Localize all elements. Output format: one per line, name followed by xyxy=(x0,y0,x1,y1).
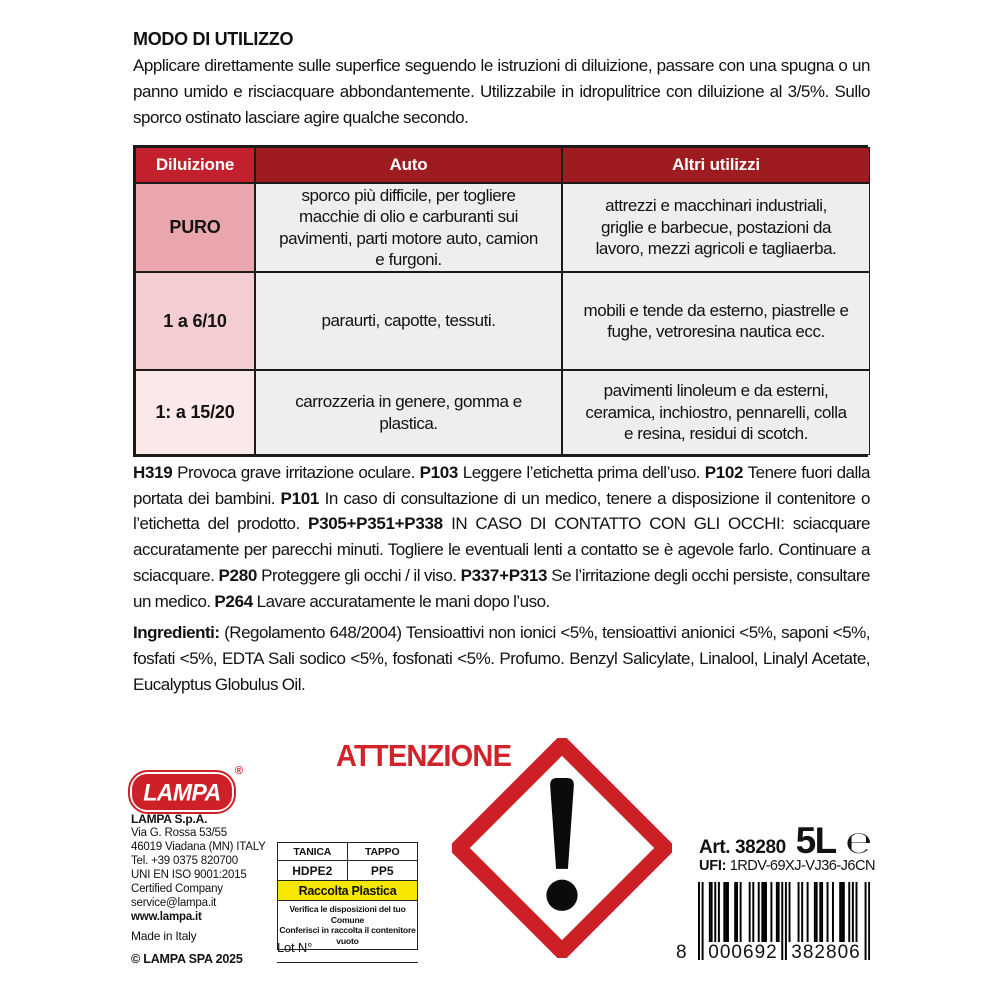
copyright-label: © LAMPA SPA 2025 xyxy=(131,952,243,966)
company-certified: Certified Company xyxy=(131,883,223,895)
ufi-code: 1RDV-69XJ-VJ36-J6CN xyxy=(729,858,875,874)
hazard-code: P280 xyxy=(218,565,258,585)
recycling-banner: Raccolta Plastica xyxy=(278,881,417,901)
ghs07-exclamation-icon xyxy=(452,738,672,963)
usage-intro-paragraph: Applicare direttamente sulle superfice seguendo le istruzioni di diluizione, passare con una spugna o un panno umido e risciacquare abbondantemente. Utilizzabile in idropulitrice con diluizione al 3/5%. Sullo sporco ostinato lasciare agire qualche secondo. xyxy=(133,56,870,127)
usage-title: MODO DI UTILIZZO xyxy=(133,29,294,49)
ingredients-label: Ingredienti: xyxy=(133,623,220,642)
recycling-col1-value: HDPE2 xyxy=(278,861,348,881)
table-row-auto: paraurti, capotte, tessuti. xyxy=(255,272,562,370)
hazard-code: P101 xyxy=(280,488,320,508)
barcode-group2: 382806 xyxy=(791,942,861,963)
hazard-text: Tenere fuori dalla portata dei bambini. xyxy=(133,463,870,508)
company-phone: Tel. +39 0375 820700 xyxy=(131,855,238,867)
table-row-dilution: 1 a 6/10 xyxy=(135,272,255,370)
article-number: Art. 38280 xyxy=(699,837,786,858)
estimated-sign: ℮ xyxy=(845,825,872,861)
hazard-text: Se l’irritazione degli occhi persiste, consultare un medico. xyxy=(133,565,870,611)
hazard-text: In caso di consultazione di un medico, tenere a disposizione il contenitore o l’etichetta del prodotto. xyxy=(133,488,870,534)
lot-number-field xyxy=(277,940,418,955)
lot-number-line xyxy=(277,962,418,963)
ufi-label: UFI: xyxy=(699,858,727,874)
size-label: 5L xyxy=(795,820,836,861)
hazard-code: P264 xyxy=(214,591,253,611)
recycling-col1-header: TANICA xyxy=(278,843,348,861)
ingredients-text: (Regolamento 648/2004) Tensioattivi non ionici <5%, tensioattivi anionici <5%, saponi <5%, fosfati <5%, EDTA Sali sodico <5%, fosfonati <5%. Profumo. Benzyl Salicylate, Linalool, Linalyl Acetate, Eucalyptus Globulus Oil. xyxy=(133,623,870,694)
dilution-table xyxy=(133,145,868,457)
dilution-table-header-auto: Auto xyxy=(255,147,562,183)
hazard-text: Lavare accuratamente le mani dopo l’uso. xyxy=(252,591,550,611)
lampa-logo xyxy=(128,765,243,814)
dilution-table-header-diluizione: Diluizione xyxy=(135,147,255,183)
article-size-row xyxy=(699,820,872,861)
hazard-text: Provoca grave irritazione oculare. xyxy=(172,463,420,482)
warning-signal-word: ATTENZIONE xyxy=(336,740,512,774)
registered-trademark-icon: ® xyxy=(234,765,243,777)
barcode-first-digit: 8 xyxy=(676,942,687,963)
recycling-note-line: Verifica le disposizioni del tuo Comune xyxy=(289,904,406,925)
recycling-table xyxy=(277,842,418,950)
table-row-auto: carrozzeria in genere, gomma e plastica. xyxy=(255,370,562,455)
table-row-auto: sporco più difficile, per togliere macchie di olio e carburanti sui pavimenti, parti motore auto, camion e furgoni. xyxy=(255,183,562,272)
table-row-other: mobili e tende da esterno, piastrelle e fughe, vetroresina nautica ecc. xyxy=(562,272,870,370)
company-address-line: 46019 Viadana (MN) ITALY xyxy=(131,841,266,853)
hazard-code: P102 xyxy=(704,463,744,482)
hazard-text: IN CASO DI CONTATTO CON GLI OCCHI: sciacquare accuratamente per parecchi minuti. Togliere le eventuali lenti a contatto se è agevole farlo. Continuare a sciacquare. xyxy=(133,514,871,585)
recycling-col2-header: TAPPO xyxy=(348,843,418,861)
hazard-text: Proteggere gli occhi / il viso. xyxy=(257,565,461,585)
hazard-code: H319 xyxy=(133,463,173,482)
hazard-text: Leggere l’etichetta prima dell’uso. xyxy=(458,463,705,482)
recycling-note-line: Conferisci in raccolta il contenitore vuoto xyxy=(279,925,416,946)
company-info-block xyxy=(131,812,266,924)
company-name: LAMPA S.p.A. xyxy=(131,812,208,826)
company-address-line: Via G. Rossa 53/55 xyxy=(131,827,227,839)
ingredients-paragraph xyxy=(133,620,870,698)
company-email: service@lampa.it xyxy=(131,897,217,909)
hazard-code: P103 xyxy=(419,463,459,482)
ean13-barcode xyxy=(676,882,872,972)
lampa-logo-shape xyxy=(132,774,232,810)
dilution-table-header-altri: Altri utilizzi xyxy=(562,147,870,183)
ufi-line xyxy=(699,858,875,874)
table-row-other: pavimenti linoleum e da esterni, ceramica, inchiostro, pennarelli, colla e resina, residui di scotch. xyxy=(562,370,870,455)
barcode-group1: 000692 xyxy=(708,942,778,963)
company-website: www.lampa.it xyxy=(131,911,202,923)
table-row-dilution: 1: a 15/20 xyxy=(135,370,255,455)
table-row-other: attrezzi e macchinari industriali, griglie e barbecue, postazioni da lavoro, mezzi agricoli e tagliaerba. xyxy=(562,183,870,272)
table-row-dilution: PURO xyxy=(135,183,255,272)
lampa-logo-text: LAMPA xyxy=(143,777,221,806)
hazard-statements-paragraph xyxy=(133,460,870,614)
hazard-code: P305+P351+P338 xyxy=(308,514,443,534)
made-in-label: Made in Italy xyxy=(131,929,197,943)
company-iso: UNI EN ISO 9001:2015 xyxy=(131,869,247,881)
lot-label: Lot N° xyxy=(277,940,313,955)
hazard-code: P337+P313 xyxy=(460,565,548,585)
recycling-col2-value: PP5 xyxy=(348,861,418,881)
